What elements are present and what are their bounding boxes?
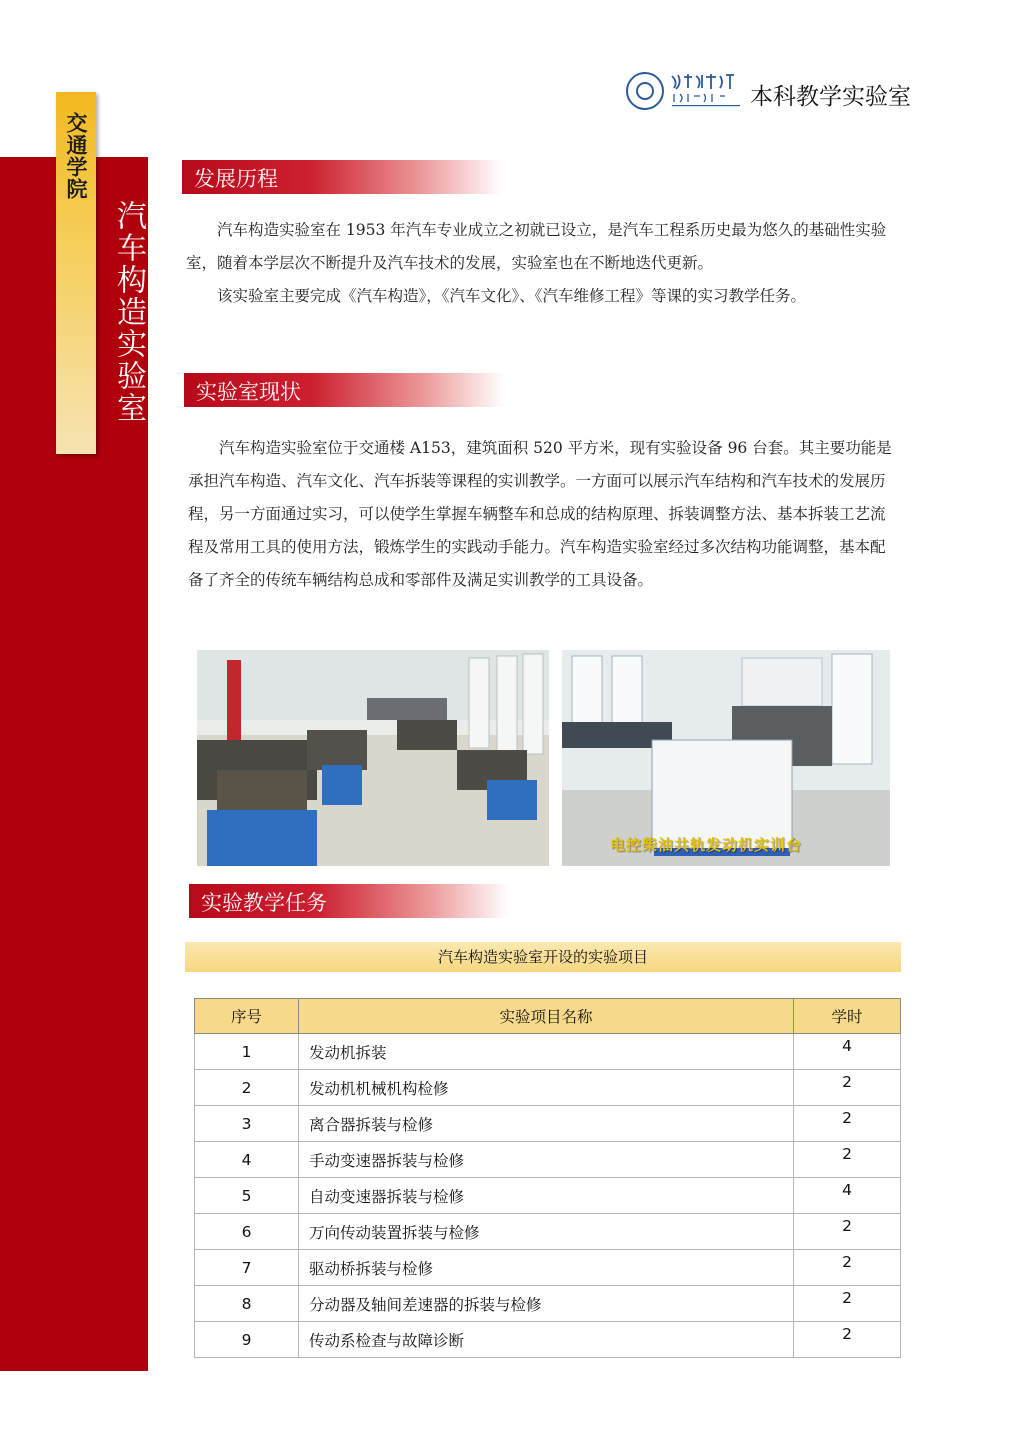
row-number: 8: [195, 1286, 299, 1322]
history-heading: 发展历程: [194, 167, 278, 191]
row-name: 自动变速器拆装与检修: [299, 1178, 794, 1214]
table-row: [195, 1070, 901, 1106]
col-header-name: 实验项目名称: [299, 999, 794, 1034]
table-row: [195, 1106, 901, 1142]
table-row: [195, 1214, 901, 1250]
section-heading-status: [184, 373, 504, 407]
row-name: 传动系检查与故障诊断: [299, 1322, 794, 1358]
row-hours: 4: [794, 1178, 901, 1214]
row-number: 6: [195, 1214, 299, 1250]
history-paragraph-1: 汽车构造实验室在 1953 年汽车专业成立之初就已设立，是汽车工程系历史最为悠久的基础性实验室，随着本学层次不断提升及汽车技术的发展，实验室也在不断地迭代更新。: [186, 221, 887, 272]
col-header-number: 序号: [195, 999, 299, 1034]
table-header-row: [195, 999, 901, 1034]
row-number: 2: [195, 1070, 299, 1106]
row-hours: 4: [794, 1034, 901, 1070]
row-name: 发动机拆装: [299, 1034, 794, 1070]
row-number: 5: [195, 1178, 299, 1214]
row-hours: 2: [794, 1286, 901, 1322]
experiment-table: [194, 998, 901, 1358]
row-name: 手动变速器拆装与检修: [299, 1142, 794, 1178]
row-hours: 2: [794, 1322, 901, 1358]
history-paragraph-2: 该实验室主要完成《汽车构造》，《汽车文化》、《汽车维修工程》等课的实习教学任务。: [217, 287, 807, 305]
section-heading-history: [182, 160, 502, 194]
header-title: 本科教学实验室: [750, 84, 911, 110]
status-heading: 实验室现状: [196, 380, 301, 404]
table-row: [195, 1322, 901, 1358]
table-row: [195, 1142, 901, 1178]
row-name: 发动机机械机构检修: [299, 1070, 794, 1106]
row-hours: 2: [794, 1142, 901, 1178]
college-tab: [56, 92, 96, 454]
lab-photo-training-bench: [562, 650, 890, 866]
row-name: 离合器拆装与检修: [299, 1106, 794, 1142]
row-name: 万向传动装置拆装与检修: [299, 1214, 794, 1250]
tasks-heading: 实验教学任务: [201, 891, 327, 915]
table-row: [195, 1034, 901, 1070]
table-row: [195, 1178, 901, 1214]
row-number: 4: [195, 1142, 299, 1178]
row-number: 3: [195, 1106, 299, 1142]
lab-name-vertical: 汽车构造实验室: [111, 200, 146, 424]
row-number: 9: [195, 1322, 299, 1358]
table-row: [195, 1286, 901, 1322]
row-name: 分动器及轴间差速器的拆装与检修: [299, 1286, 794, 1322]
row-name: 驱动桥拆装与检修: [299, 1250, 794, 1286]
status-paragraph: 汽车构造实验室位于交通楼 A153，建筑面积 520 平方米，现有实验设备 96 台套。其主要功能是承担汽车构造、汽车文化、汽车拆装等课程的实训教学。一方面可以展示汽车结构和汽车技术的发展历程，另一方面通过实习，可以使学生掌握车辆整车和总成的结构原理、拆装调整方法、基本拆装工艺流程及常用工具的使用方法，锻炼学生的实践动手能力。汽车构造实验室经过多次结构功能调整，基本配备了齐全的传统车辆结构总成和零部件及满足实训教学的工具设备。: [188, 439, 892, 589]
section-heading-tasks: [189, 884, 509, 918]
row-hours: 2: [794, 1106, 901, 1142]
col-header-hours: 学时: [794, 999, 901, 1034]
row-number: 7: [195, 1250, 299, 1286]
lab-photo-workshop: [197, 650, 549, 866]
photo-caption: 电控柴油共轨发动机实训台: [610, 836, 803, 854]
row-hours: 2: [794, 1070, 901, 1106]
university-logo-icon: [670, 72, 746, 108]
row-hours: 2: [794, 1250, 901, 1286]
college-name: 交通学院: [64, 112, 89, 200]
table-title: 汽车构造实验室开设的实验项目: [185, 942, 901, 972]
table-row: [195, 1250, 901, 1286]
row-hours: 2: [794, 1214, 901, 1250]
row-number: 1: [195, 1034, 299, 1070]
university-seal-icon: [626, 72, 664, 110]
